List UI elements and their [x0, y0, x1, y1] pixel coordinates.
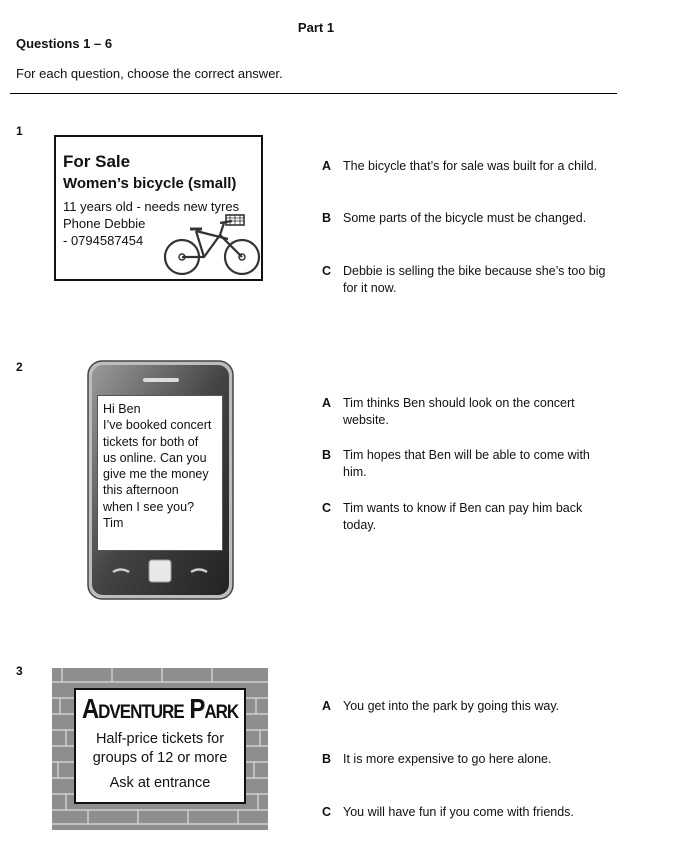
- message-line: when I see you?: [103, 499, 195, 514]
- option-letter: B: [322, 752, 332, 766]
- notice-subheading: Women’s bicycle (small): [63, 175, 237, 192]
- question-number-3: 3: [16, 664, 23, 678]
- option-letter: B: [322, 211, 332, 225]
- notice-heading: For Sale: [63, 152, 131, 171]
- option-text: Some parts of the bicycle must be changed.: [343, 211, 587, 225]
- bicycle-icon: [162, 213, 262, 277]
- mobile-phone-icon: [87, 360, 234, 600]
- message-line: this afternoon: [103, 483, 179, 498]
- option-2a[interactable]: [322, 395, 612, 429]
- option-2c[interactable]: [322, 500, 612, 534]
- option-letter: A: [322, 159, 332, 173]
- option-3a[interactable]: [322, 698, 612, 715]
- option-text: Tim hopes that Ben will be able to come with him.: [343, 448, 590, 479]
- message-line: us online. Can you: [103, 450, 207, 465]
- notice-line: Phone Debbie: [63, 216, 146, 231]
- message-line: Tim: [103, 516, 124, 531]
- option-text: You get into the park by going this way.: [343, 699, 560, 713]
- phone-message: [97, 395, 223, 551]
- sign-line: Half-price tickets for: [95, 731, 225, 747]
- option-1c[interactable]: [322, 263, 612, 297]
- option-text: Tim thinks Ben should look on the concert website.: [343, 396, 575, 427]
- message-line: Hi Ben: [103, 402, 141, 416]
- sign-panel: [74, 688, 246, 804]
- sign-line: groups of 12 or more: [92, 750, 228, 766]
- question-number-1: 1: [16, 124, 23, 138]
- notice-line: 11 years old - needs new tyres: [63, 199, 240, 214]
- option-text: It is more expensive to go here alone.: [343, 752, 552, 766]
- option-letter: C: [322, 805, 332, 819]
- message-line: give me the money: [103, 467, 209, 482]
- sign-line: Ask at entrance: [109, 775, 211, 791]
- adventure-park-sign: [52, 668, 268, 830]
- instruction-text: For each question, choose the correct answer.: [16, 66, 283, 81]
- message-line: tickets for both of: [103, 434, 199, 449]
- option-letter: C: [322, 501, 332, 515]
- option-1a[interactable]: [322, 158, 612, 175]
- part-title: Part 1: [297, 20, 335, 35]
- option-letter: B: [322, 448, 332, 462]
- option-letter: A: [322, 396, 332, 410]
- divider: [10, 93, 617, 94]
- option-text: You will have fun if you come with friends.: [343, 805, 574, 819]
- option-text: The bicycle that’s for sale was built for a child.: [343, 159, 598, 173]
- option-text: Debbie is selling the bike because she’s too big for it now.: [343, 264, 606, 295]
- option-2b[interactable]: [322, 447, 612, 481]
- for-sale-notice: [54, 135, 263, 281]
- option-text: Tim wants to know if Ben can pay him back today.: [343, 501, 583, 532]
- option-letter: A: [322, 699, 332, 713]
- option-letter: C: [322, 264, 332, 278]
- notice-line: - 0794587454: [63, 233, 144, 248]
- option-1b[interactable]: [322, 210, 612, 227]
- questions-range-heading: Questions 1 – 6: [16, 36, 113, 51]
- message-line: I’ve booked concert: [103, 418, 212, 433]
- option-3b[interactable]: [322, 751, 612, 768]
- sign-title: Adventure Park: [81, 693, 239, 725]
- option-3c[interactable]: [322, 804, 612, 821]
- question-number-2: 2: [16, 360, 23, 374]
